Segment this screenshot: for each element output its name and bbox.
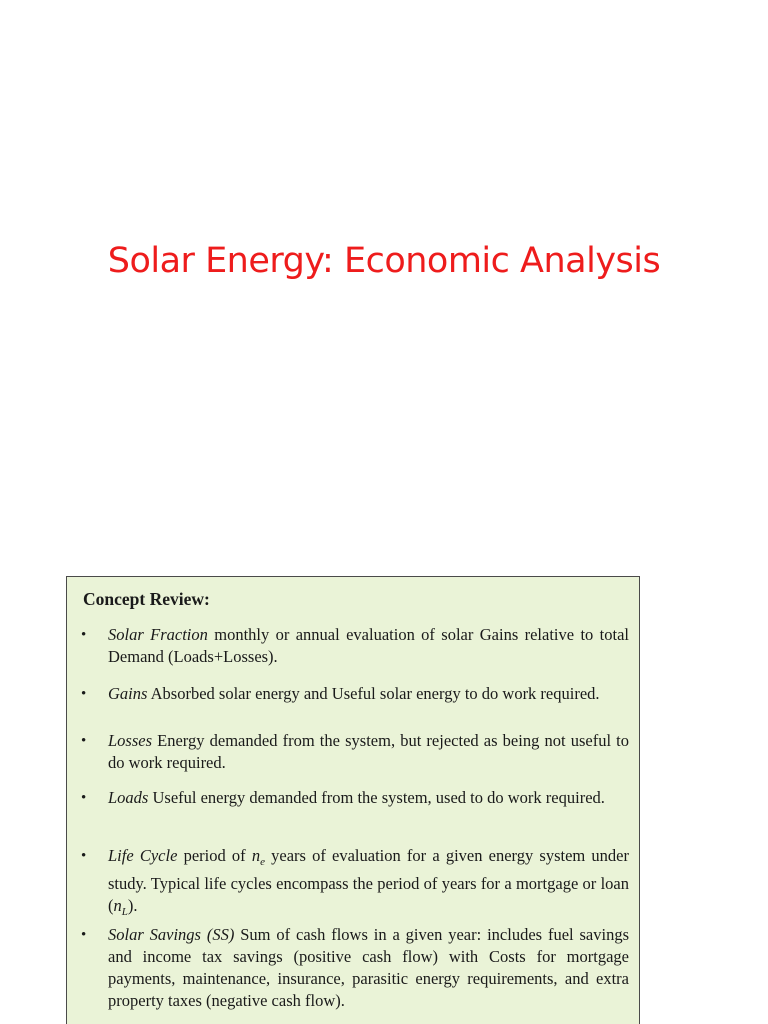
item-text: [108, 924, 629, 1012]
item-text: [108, 787, 629, 809]
item-text: [108, 624, 629, 668]
term-gains: Gains: [108, 684, 148, 703]
item-text: [108, 845, 629, 923]
term-solar-fraction: Solar Fraction: [108, 625, 208, 644]
concept-review-heading: Concept Review:: [83, 589, 210, 609]
bullet-icon: •: [81, 686, 87, 702]
bullet-icon: •: [81, 927, 87, 943]
definition-life-cycle-part3: ).: [127, 896, 138, 915]
definition-life-cycle-part2: years of evaluation for a given energy system under study. Typical life cycles encompass the period of years for a mortgage or loan (: [108, 846, 630, 915]
list-item-life-cycle: [81, 845, 629, 923]
list-item-loads: [81, 787, 629, 809]
bullet-icon: •: [81, 733, 87, 749]
list-item-solar-savings: [81, 924, 629, 1012]
item-text: [108, 730, 629, 774]
bullet-icon: •: [81, 790, 87, 806]
definition-gains: Absorbed solar energy and Useful solar energy to do work required.: [147, 684, 600, 703]
item-text: [108, 683, 629, 705]
list-item-solar-fraction: [81, 624, 629, 668]
term-life-cycle: Life Cycle: [108, 846, 178, 865]
concept-review-box: [66, 576, 640, 1024]
term-solar-savings: Solar Savings (SS): [108, 925, 235, 944]
bullet-icon: •: [81, 848, 87, 864]
list-item-gains: [81, 683, 629, 705]
list-item-losses: [81, 730, 629, 774]
definition-losses: Energy demanded from the system, but rejected as being not useful to do work required.: [108, 731, 629, 772]
term-losses: Losses: [108, 731, 153, 750]
definition-solar-fraction: monthly or annual evaluation of solar Gains relative to total Demand (Loads+Losses).: [108, 625, 629, 666]
term-loads: Loads: [108, 788, 149, 807]
definition-loads: Useful energy demanded from the system, used to do work required.: [148, 788, 605, 807]
bullet-icon: •: [81, 627, 87, 643]
subscript-e: e: [260, 856, 265, 868]
definition-solar-savings: Sum of cash flows in a given year: includes fuel savings and income tax savings (positive cash flow) with Costs for mortgage payments, maintenance, insurance, parasitic energy requirements, and extra property taxes (negative cash flow).: [108, 925, 629, 1010]
slide-title: Solar Energy: Economic Analysis: [107, 241, 661, 282]
subscript-l: L: [121, 906, 128, 918]
variable-n: n: [113, 896, 122, 915]
variable-n: n: [251, 846, 261, 865]
definition-life-cycle-part1: period of: [177, 846, 252, 865]
